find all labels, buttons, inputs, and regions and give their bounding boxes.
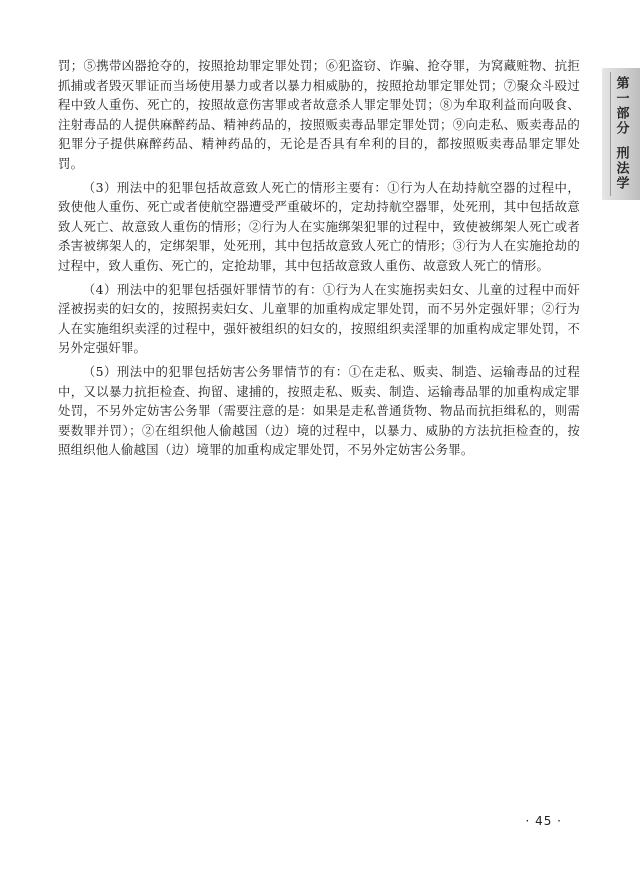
subject-label: 刑法学 [613, 146, 629, 191]
paragraph-3: （4）刑法中的犯罪包括强奸罪情节的有：①行为人在实施拐卖妇女、儿童的过程中而奸淫被拐卖的妇女的，按照拐卖妇女、儿童罪的加重构成定罪处罚，而不另外定强奸罪；②行为人在实施组织卖淫的过程中，强奸被组织的妇女的，按照组织卖淫罪的加重构成定罪处罚，不另外定强奸罪。 [58, 281, 580, 356]
part-label: 第一部分 [613, 76, 629, 136]
section-label [612, 76, 631, 191]
body-text [58, 56, 580, 464]
paragraph-1: 罚；⑤携带凶器抢夺的，按照抢劫罪定罪处罚；⑥犯盗窃、诈骗、抢夺罪，为窝藏赃物、抗拒抓捕或者毁灭罪证而当场使用暴力或者以暴力相威胁的，按照抢劫罪定罪处罚；⑦聚众斗殴过程中致人重伤、死亡的，按照故意伤害罪或者故意杀人罪定罪处罚；⑧为牟取利益而向吸食、注射毒品的人提供麻醉药品、精神药品的，按照贩卖毒品罪定罪处罚；⑨向走私、贩卖毒品的犯罪分子提供麻醉药品、精神药品的，无论是否具有牟利的目的，都按照贩卖毒品罪定罪处罚。 [58, 58, 580, 171]
paragraph-4: （5）刑法中的犯罪包括妨害公务罪情节的有：①在走私、贩卖、制造、运输毒品的过程中，又以暴力抗拒检查、拘留、逮捕的，按照走私、贩卖、制造、运输毒品罪的加重构成定罪处罚，不另外定妨害公务罪（需要注意的是：如果是走私普通货物、物品而抗拒缉私的，则需要数罪并罚）；②在组织他人偷越国（边）境的过程中，以暴力、威胁的方法抗拒检查的，按照组织他人偷越国（边）境罪的加重构成定罪处罚，不另外定妨害公务罪。 [58, 363, 580, 458]
tab-divider-line [610, 72, 611, 196]
paragraph-2: （3）刑法中的犯罪包括故意致人死亡的情形主要有：①行为人在劫持航空器的过程中，致使他人重伤、死亡或者使航空器遭受严重破坏的，定劫持航空器罪，处死刑，其中包括故意致人死亡、故意致人重伤的情形；②行为人在实施绑架犯罪的过程中，致使被绑架人死亡或者杀害被绑架人的，定绑架罪，处死刑，其中包括故意致人死亡的情形；③行为人在实施抢劫的过程中，致人重伤、死亡的，定抢劫罪，其中包括故意致人重伤、故意致人死亡的情形。 [58, 179, 580, 273]
section-side-tab [602, 68, 640, 200]
page-number: · 45 · [525, 814, 562, 828]
